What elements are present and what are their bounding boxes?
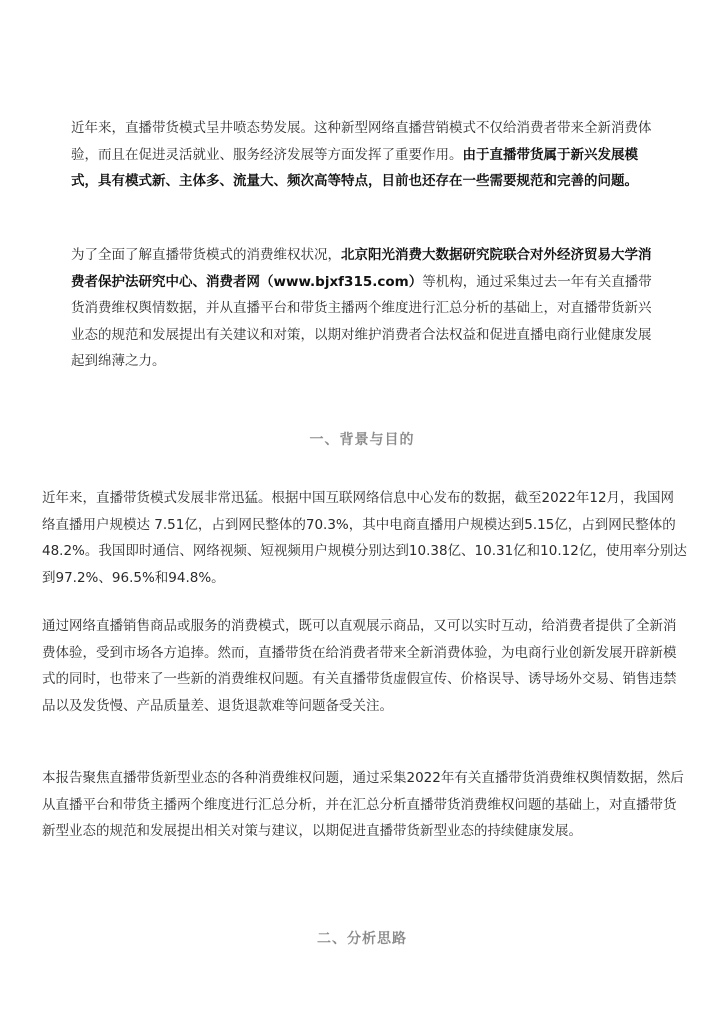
section-heading-analysis: 二、分析思路 (317, 931, 407, 947)
intro-paragraph-1-bold-text: 由于直播带货属于新兴发展模式，具有模式新、主体多、流量大、频次高等特点，目前也还存在一些需要规范和完善的问题。 (71, 146, 638, 189)
intro-paragraph-2-bold-text: 北京阳光消费大数据研究院联合对外经济贸易大学消费者保护法研究中心、消费者网（www.bjxf315.com） (71, 247, 652, 290)
body-paragraph: 近年来，直播带货模式发展非常迅猛。根据中国互联网络信息中心发布的数据，截至2022年12月，我国网络直播用户规模达 7.51亿，占到网民整体的70.3%，其中电商直播用户规模达到5.15亿，占到网民整体的48.2%。我国即时通信、网络视频、短视频用户规模分别达到10.38亿、10.31亿和10.12亿，使用率分别达到97.2%、96.5%和94.8%。 (42, 490, 687, 586)
intro-paragraph-2-tail-text: 等机构，通过采集过去一年有关直播带货消费维权舆情数据，并从直播平台和带货主播两个维度进行汇总分析的基础上，对直播带货新兴业态的规范和发展提出有关建议和对策，以期对维护消费者合法权益和促进直播电商行业健康发展起到绵薄之力。 (71, 273, 652, 369)
body-paragraph: 本报告聚焦直播带货新型业态的各种消费维权问题，通过采集2022年有关直播带货消费维权舆情数据，然后从直播平台和带货主播两个维度进行汇总分析，并在汇总分析直播带货消费维权问题的基础上，对直播带货新型业态的规范和发展提出相关对策与建议，以期促进直播带货新型业态的持续健康发展。 (42, 770, 684, 839)
intro-paragraph-2-lead-text: 为了全面了解直播带货模式的消费维权状况， (71, 247, 341, 263)
intro-paragraph-2 (71, 242, 653, 375)
intro-paragraph-1-text: 近年来，直播带货模式呈井喷态势发展。这种新型网络直播营销模式不仅给消费者带来全新消费体验，而且在促进灵活就业、服务经济发展等方面发挥了重要作用。 (71, 120, 652, 163)
intro-paragraph-1 (71, 115, 653, 195)
body-paragraph: 通过网络直播销售商品或服务的消费模式，既可以直观展示商品，又可以实时互动，给消费者提供了全新消费体验，受到市场各方追捧。然而，直播带货在给消费者带来全新消费体验，为电商行业创新发展开辟新模式的同时，也带来了一些新的消费维权问题。有关直播带货虚假宣传、价格误导、诱导场外交易、销售违禁品以及发货慢、产品质量差、退货退款难等问题备受关注。 (42, 618, 677, 714)
section-heading-background: 一、背景与目的 (309, 432, 415, 448)
